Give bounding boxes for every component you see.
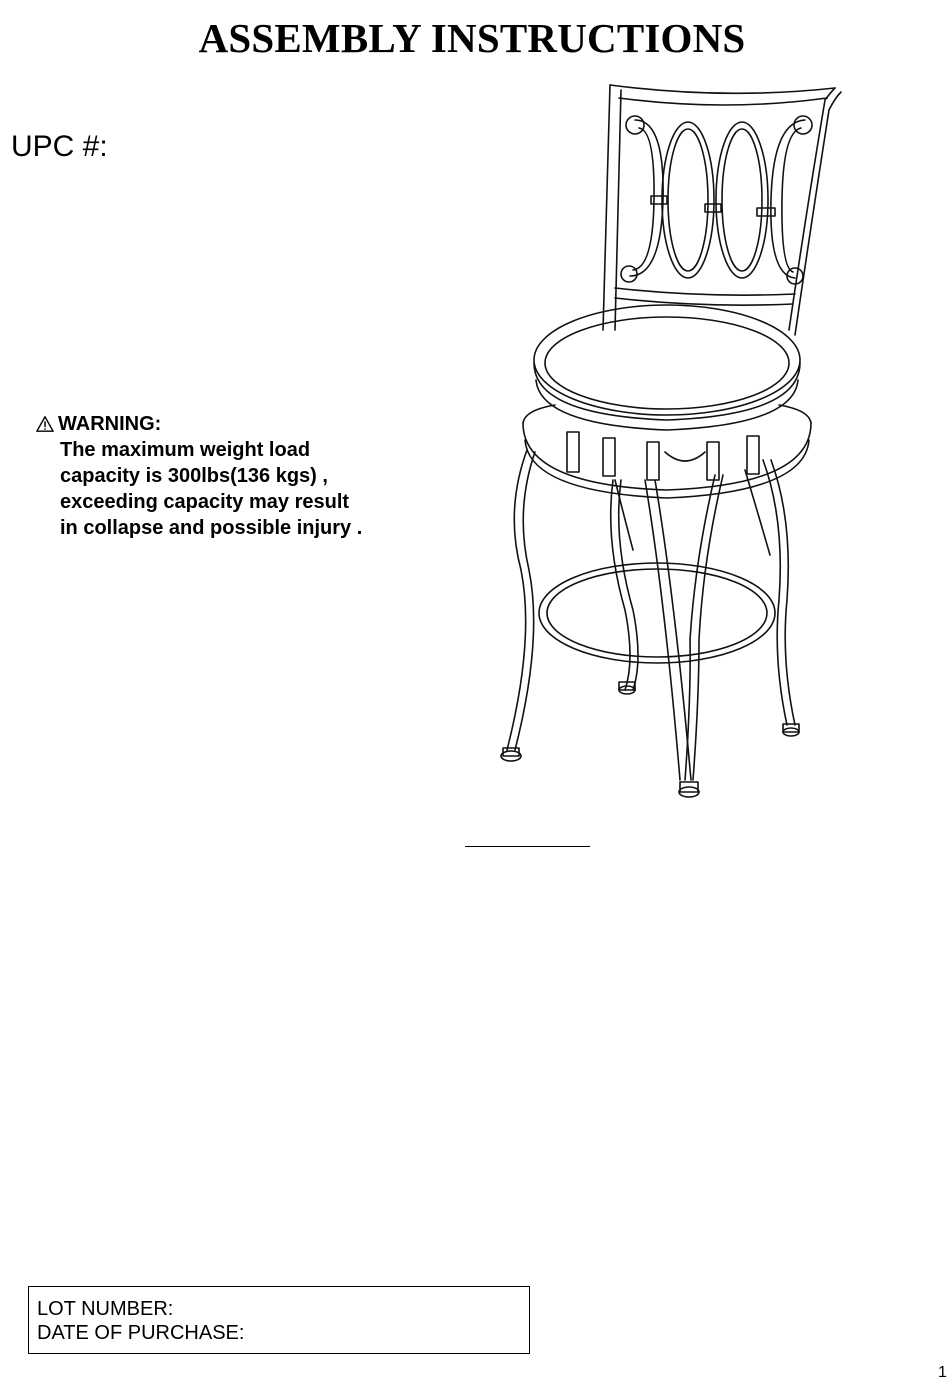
upc-label: UPC #: <box>11 130 108 163</box>
warning-triangle-icon <box>36 415 54 433</box>
legs <box>507 450 795 780</box>
warning-line: capacity is 300lbs(136 kgs) , <box>60 465 328 487</box>
warning-heading-row <box>36 411 416 437</box>
page-title: ASSEMBLY INSTRUCTIONS <box>198 15 746 61</box>
warning-line: The maximum weight load <box>60 439 311 461</box>
warning-line: in collapse and possible injury . <box>60 517 363 539</box>
backrest <box>603 85 841 335</box>
warning-text <box>60 437 410 541</box>
lot-number-label: LOT NUMBER: <box>37 1298 174 1320</box>
seat <box>523 305 811 498</box>
warning-block <box>36 411 416 541</box>
warning-heading: WARNING: <box>58 413 162 435</box>
leg-caps <box>501 682 799 797</box>
foot-ring <box>539 563 775 663</box>
lot-info-box <box>28 1286 530 1354</box>
title-underline <box>465 846 590 847</box>
warning-line: exceeding capacity may result <box>60 491 350 513</box>
bar-stool-illustration <box>495 80 855 805</box>
purchase-date-label: DATE OF PURCHASE: <box>37 1322 245 1344</box>
page-number: 1 <box>938 1364 947 1381</box>
